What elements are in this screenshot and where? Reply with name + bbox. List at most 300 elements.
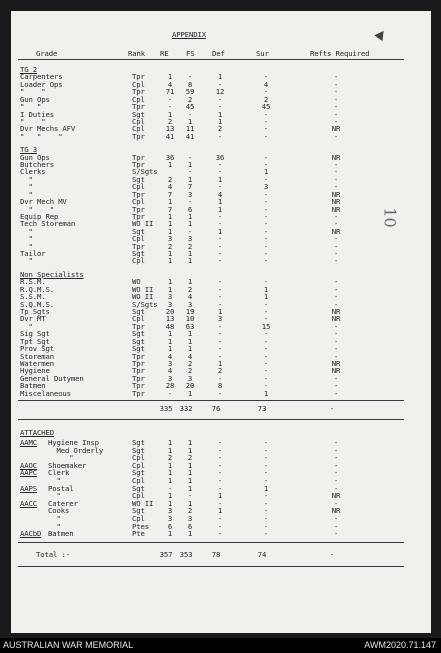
column-header: Refts Required [310,49,370,58]
row-def: 12 [215,87,225,96]
row-rank: Tpr [132,205,145,214]
row-rank: Tpr [132,242,145,251]
row-re: 1 [167,249,173,258]
attached-def: 1 [217,491,223,500]
row-sur: 15 [261,322,271,331]
row-fs: 1 [187,219,193,228]
row-sur: - [263,256,269,265]
attached-rank: Cpl [132,514,145,523]
row-def: - [217,322,223,331]
row-fs: - [187,153,193,162]
attached-def: - [217,499,223,508]
row-re: - [167,389,173,398]
attached-sur: - [263,491,269,500]
row-re: 36 [165,153,175,162]
row-sur: - [263,227,269,236]
row-grade: " [20,182,33,191]
row-def: - [217,234,223,243]
row-fs: - [187,197,193,206]
row-rank: Tpr [132,322,145,331]
row-rank: Tpr [132,87,145,96]
row-fs: 11 [185,124,195,133]
row-sur: - [263,307,269,316]
attached-rank: Cpl [132,476,145,485]
attached-re: 1 [167,529,173,538]
attached-refts: - [333,484,339,493]
row-sur: - [263,352,269,361]
attached-rule [18,419,404,420]
row-sur: - [263,132,269,141]
row-sur: - [263,87,269,96]
row-rank: Cpl [132,197,145,206]
row-re: 1 [167,256,173,265]
attached-def: - [217,514,223,523]
row-refts: - [333,277,339,286]
row-grade: Clerks [20,167,46,176]
row-grade: Dvr MT [20,314,46,323]
attached-def: - [217,453,223,462]
attached-rank: Cpl [132,453,145,462]
row-fs: 4 [187,292,193,301]
row-fs: 1 [187,337,193,346]
row-sur: - [263,300,269,309]
column-header: Rank [128,49,145,58]
row-def: - [217,337,223,346]
attached-fs: 1 [187,446,193,455]
attached-fs: 1 [187,438,193,447]
attached-grade: " [48,522,61,531]
row-re: 1 [167,337,173,346]
row-rank: Tpr [132,132,145,141]
row-grade: Carpenters [20,72,63,81]
row-re: 3 [167,234,173,243]
total-re: 357 [159,550,173,559]
row-fs: 1 [187,277,193,286]
row-re: 3 [167,374,173,383]
row-re: 1 [167,227,173,236]
row-rank: Cpl [132,314,145,323]
attached-re: 2 [167,453,173,462]
attached-sur: - [263,476,269,485]
row-rank: Tpr [132,102,145,111]
row-grade: Miscelaneous [20,389,71,398]
attached-refts: - [333,438,339,447]
row-re: 1 [167,329,173,338]
row-re: 4 [167,182,173,191]
row-grade: Gun Ops [20,95,50,104]
attached-refts: - [333,453,339,462]
attached-refts: - [333,529,339,538]
attached-heading: ATTACHED [20,428,54,437]
footer-accession-number: AWM2020.71.147 [364,640,436,650]
row-refts: - [333,329,339,338]
row-re: 7 [167,190,173,199]
row-sur: - [263,175,269,184]
attached-grade: Batmen [48,529,74,538]
row-fs: 1 [187,344,193,353]
row-refts: - [333,72,339,81]
row-refts: NR [331,314,341,323]
row-re: 71 [165,87,175,96]
attached-fs: 2 [187,506,193,515]
row-re: 1 [167,344,173,353]
row-sur: - [263,197,269,206]
row-rank: Tpr [132,72,145,81]
row-def: - [217,219,223,228]
row-sur: - [263,337,269,346]
row-def: - [217,344,223,353]
attached-re: 3 [167,514,173,523]
attached-re: 6 [167,522,173,531]
row-sur: - [263,314,269,323]
row-rank: Sgt [132,110,145,119]
subtotal-refts: - [329,404,335,413]
row-def: 1 [217,197,223,206]
row-fs: 20 [185,381,195,390]
row-sur: 45 [261,102,271,111]
row-def: 1 [217,227,223,236]
attached-re: 1 [167,499,173,508]
row-grade: S.Q.M.S. [20,300,54,309]
attached-rank: Cpl [132,461,145,470]
attached-sur: - [263,468,269,477]
attached-refts: - [333,468,339,477]
total-fs: 353 [179,550,193,559]
row-re: 1 [167,197,173,206]
attached-sur: - [263,522,269,531]
attached-rank: Sgt [132,438,145,447]
row-fs: 19 [185,307,195,316]
attached-corps: AAPS [20,484,37,493]
row-rank: Tpr [132,374,145,383]
row-def: 1 [217,175,223,184]
row-fs: 4 [187,352,193,361]
attached-rank: Sgt [132,468,145,477]
row-re: 1 [167,285,173,294]
row-def: - [217,300,223,309]
attached-grade: Cooks [48,506,70,515]
row-refts: - [333,337,339,346]
row-grade: Tp Sgts [20,307,50,316]
row-re: 13 [165,314,175,323]
row-sur: 2 [263,95,269,104]
subtotal-def: 76 [211,404,221,413]
attached-sur: - [263,438,269,447]
attached-fs: 2 [187,453,193,462]
row-def: - [217,285,223,294]
row-re: 3 [167,359,173,368]
row-re: 7 [167,205,173,214]
attached-rank: Sgt [132,506,145,515]
row-sur: - [263,205,269,214]
row-sur: - [263,374,269,383]
row-fs: 1 [187,256,193,265]
row-refts: - [333,292,339,301]
row-grade: " [20,322,33,331]
row-refts: - [333,87,339,96]
subtotal-re: 335 [159,404,173,413]
row-rank: Sgt [132,337,145,346]
row-fs: - [187,110,193,119]
attached-corps: AACbD [20,529,42,538]
attached-corps: AACC [20,499,37,508]
row-rank: Sgt [132,249,145,258]
row-sur: - [263,219,269,228]
row-sur: - [263,110,269,119]
attached-refts: - [333,476,339,485]
row-refts: - [333,374,339,383]
row-rank: Sgt [132,175,145,184]
row-re: - [167,95,173,104]
attached-re: - [167,484,173,493]
appendix-heading: APPENDIX [172,30,206,39]
row-rank: WO II [132,219,154,228]
row-re: 3 [167,300,173,309]
row-refts: - [333,389,339,398]
row-sur: - [263,117,269,126]
row-rank: WO [132,277,141,286]
column-header: RE [160,49,169,58]
attached-def: - [217,522,223,531]
row-rank: S/Sgts [132,167,158,176]
row-fs: 7 [187,182,193,191]
row-grade: Dvr Mech MV [20,197,67,206]
row-sur: 1 [263,389,269,398]
row-fs: 1 [187,329,193,338]
attached-grade: " [48,491,61,500]
attached-rank: Sgt [132,446,145,455]
row-refts: - [333,381,339,390]
row-refts: NR [331,227,341,236]
attached-def: - [217,461,223,470]
attached-corps: AAOC [20,461,37,470]
row-refts: - [333,322,339,331]
row-grade: R.S.M. [20,277,46,286]
row-refts: - [333,344,339,353]
row-grade: Dvr Mechs AFV [20,124,76,133]
attached-corps: AAMC [20,438,37,447]
row-re: 1 [167,160,173,169]
row-re: 3 [167,292,173,301]
attached-refts: - [333,499,339,508]
row-refts: NR [331,205,341,214]
pencil-annotation: 10 [380,207,400,228]
row-fs: 6 [187,205,193,214]
row-grade: Prov Sgt [20,344,54,353]
row-rank: Tpr [132,366,145,375]
row-fs: 2 [187,242,193,251]
row-grade: " [20,234,33,243]
attached-re: 1 [167,438,173,447]
row-fs: 10 [185,314,195,323]
row-fs: 2 [187,366,193,375]
attached-fs: 3 [187,514,193,523]
row-def: - [217,80,223,89]
attached-def: - [217,476,223,485]
row-fs: 1 [187,212,193,221]
row-grade: I Duties [20,110,54,119]
row-grade: " [20,242,33,251]
attached-def: - [217,529,223,538]
row-sur: - [263,329,269,338]
row-sur: - [263,160,269,169]
row-re: 48 [165,322,175,331]
row-refts: NR [331,190,341,199]
subtotal-rule [18,400,404,401]
column-header: Sur [256,49,269,58]
row-re: 20 [165,307,175,316]
total-refts: - [329,550,335,559]
row-refts: NR [331,124,341,133]
row-sur: - [263,153,269,162]
row-rank: Sgt [132,344,145,353]
row-def: - [217,102,223,111]
row-grade: R.Q.M.S. [20,285,54,294]
row-fs: 2 [187,95,193,104]
row-fs: 3 [187,374,193,383]
row-sur: - [263,234,269,243]
attached-refts: NR [331,491,341,500]
attached-sur: - [263,514,269,523]
row-refts: - [333,160,339,169]
attached-def: 1 [217,506,223,515]
row-refts: NR [331,197,341,206]
section-heading: Non Specialists [20,270,84,279]
row-re: 4 [167,366,173,375]
attached-re: 1 [167,461,173,470]
row-def: 36 [215,153,225,162]
total-def: 78 [211,550,221,559]
column-header: Grade [36,49,58,58]
row-fs: 1 [187,175,193,184]
row-rank: Cpl [132,234,145,243]
row-refts: NR [331,307,341,316]
row-def: - [217,242,223,251]
row-fs: 1 [187,389,193,398]
row-grade: Tailor [20,249,46,258]
row-refts: - [333,117,339,126]
row-re: 28 [165,381,175,390]
row-sur: - [263,366,269,375]
attached-fs: 6 [187,522,193,531]
row-rank: Tpr [132,381,145,390]
row-rank: Cpl [132,117,145,126]
attached-re: 1 [167,446,173,455]
row-refts: - [333,182,339,191]
row-grade: Tech Storeman [20,219,76,228]
row-re: 2 [167,117,173,126]
attached-grade: " [48,514,61,523]
row-grade: " " [20,102,42,111]
row-def: 1 [217,359,223,368]
row-refts: NR [331,366,341,375]
row-def: - [217,182,223,191]
attached-refts: - [333,461,339,470]
row-grade: Tpt Sgt [20,337,50,346]
row-re: 41 [165,132,175,141]
row-def: - [217,249,223,258]
row-grade: " " " [20,132,63,141]
row-def: 1 [217,117,223,126]
row-def: 1 [217,307,223,316]
row-def: 2 [217,124,223,133]
row-refts: - [333,132,339,141]
row-def: - [217,277,223,286]
row-fs: - [187,72,193,81]
attached-re: 1 [167,468,173,477]
row-def: - [217,160,223,169]
row-rank: Cpl [132,95,145,104]
row-sur: - [263,381,269,390]
row-rank: Sgt [132,307,145,316]
attached-fs: 1 [187,484,193,493]
attached-sur: - [263,446,269,455]
attached-def: - [217,446,223,455]
row-def: - [217,389,223,398]
row-rank: WO II [132,285,154,294]
attached-re: 1 [167,491,173,500]
attached-grade: Shoemaker [48,461,87,470]
row-fs: - [187,227,193,236]
attached-grade: Postal [48,484,74,493]
attached-grade: Clerk [48,468,70,477]
total-top-rule [18,542,404,543]
attached-fs: 1 [187,476,193,485]
attached-sur: 1 [263,484,269,493]
row-fs: 1 [187,117,193,126]
row-re: - [167,102,173,111]
attached-rank: Pte [132,529,145,538]
attached-def: - [217,438,223,447]
attached-rank: Cpl [132,491,145,500]
row-grade: Loader Ops [20,80,63,89]
row-def: - [217,352,223,361]
row-grade: S.S.M. [20,292,46,301]
row-grade: Watermen [20,359,54,368]
column-header: Def [212,49,225,58]
row-refts: - [333,256,339,265]
row-grade: " " [20,87,46,96]
attached-grade: " [48,476,61,485]
row-refts: - [333,110,339,119]
row-rank: Cpl [132,182,145,191]
row-sur: - [263,190,269,199]
row-rank: Tpr [132,352,145,361]
row-rank: Sgt [132,329,145,338]
subtotal-sur: 73 [257,404,267,413]
row-refts: NR [331,153,341,162]
attached-grade: Caterer [48,499,78,508]
row-rank: Cpl [132,80,145,89]
footer-institution: AUSTRALIAN WAR MEMORIAL [3,640,134,650]
row-def: 1 [217,72,223,81]
row-rank: Tpr [132,389,145,398]
row-def: - [217,95,223,104]
row-sur: - [263,212,269,221]
row-def: - [217,256,223,265]
row-refts: - [333,242,339,251]
attached-grade: Hygiene Insp [48,438,99,447]
attached-sur: - [263,499,269,508]
row-refts: - [333,212,339,221]
row-def: - [217,329,223,338]
attached-sur: - [263,453,269,462]
row-refts: - [333,300,339,309]
row-def: 8 [217,381,223,390]
attached-def: - [217,484,223,493]
row-sur: 1 [263,167,269,176]
row-rank: Sgt [132,227,145,236]
